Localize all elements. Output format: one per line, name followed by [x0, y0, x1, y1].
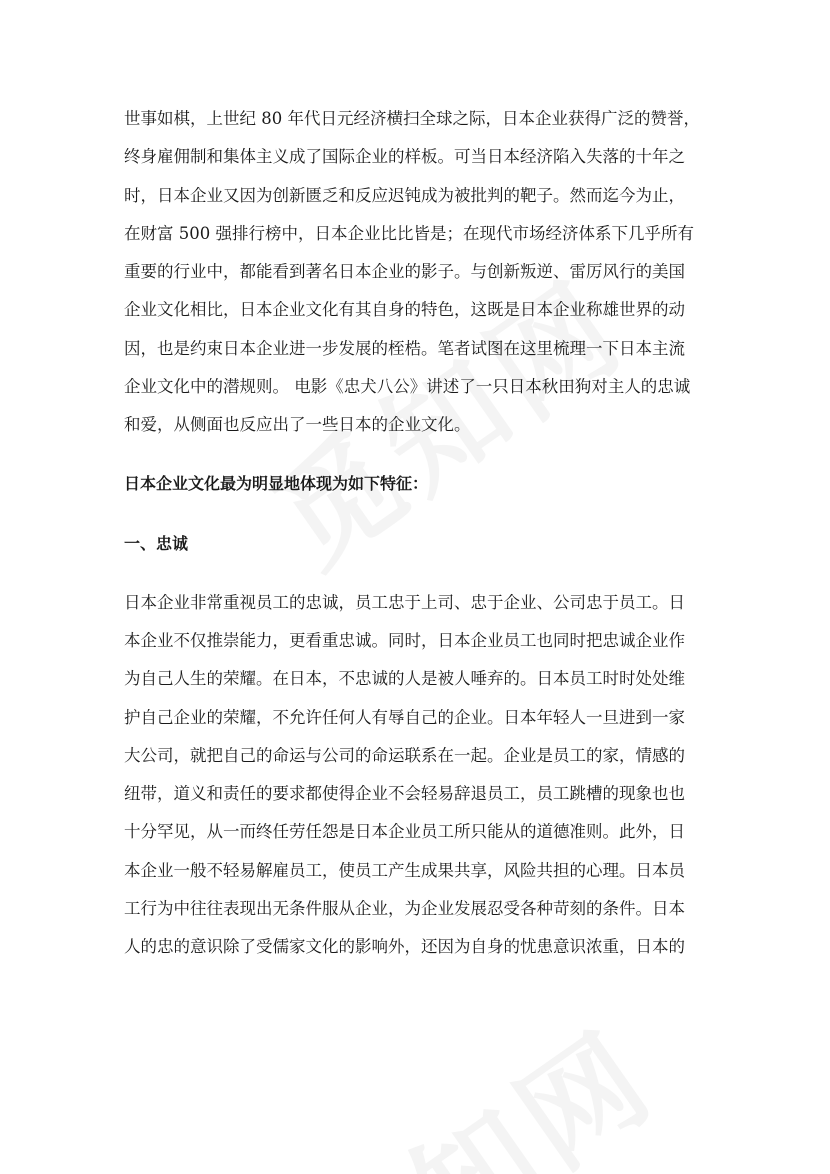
- text-line: 企业文化相比，日本企业文化有其自身的特色，这既是日本企业称雄世界的动: [124, 300, 685, 320]
- text-line: 本企业一般不轻易解雇员工，使员工产生成果共享，风险共担的心理。日本员: [124, 860, 685, 880]
- text-line: 终身雇佣制和集体主义成了国际企业的样板。可当日本经济陷入失落的十年之: [124, 147, 685, 167]
- text-line: 人的忠的意识除了受儒家文化的影响外，还因为自身的忧患意识浓重，日本的: [124, 937, 685, 957]
- text-line: 世事如棋，上世纪 80 年代日元经济横扫全球之际，日本企业获得广泛的赞誉，: [124, 109, 700, 128]
- text-line: 企业文化中的潜规则。 电影《忠犬八公》讲述了一只日本秋田狗对主人的忠诚: [124, 377, 691, 397]
- text-line: 护自己企业的荣耀，不允许任何人有辱自己的企业。日本年轻人一旦进到一家: [124, 707, 685, 727]
- text-line: 重要的行业中，都能看到著名日本企业的影子。与创新叛逆、雷厉风行的美国: [124, 262, 685, 282]
- text-line: 工行为中往往表现出无条件服从企业，为企业发展忍受各种苛刻的条件。日本: [124, 899, 685, 919]
- document-body: [124, 100, 708, 967]
- section-heading-features: 日本企业文化最为明显地体现为如下特征：: [124, 473, 429, 493]
- text-line: 因，也是约束日本企业进一步发展的桎梏。笔者试图在这里梳理一下日本主流: [124, 338, 685, 358]
- watermark: [266, 984, 684, 1174]
- text-line: 本企业不仅推崇能力，更看重忠诚。同时，日本企业员工也同时把忠诚企业作: [124, 630, 685, 650]
- text-line: 日本企业非常重视员工的忠诚，员工忠于上司、忠于企业、公司忠于员工。日: [124, 592, 685, 612]
- text-line: 十分罕见，从一而终任劳任怨是日本企业员工所只能从的道德准则。此外，日: [124, 822, 685, 842]
- intro-paragraph: [124, 100, 708, 445]
- text-line: 和爱，从侧面也反应出了一些日本的企业文化。: [124, 415, 471, 435]
- text-line: 时，日本企业又因为创新匮乏和反应迟钝成为被批判的靶子。然而迄今为止，: [124, 185, 685, 205]
- text-line: 在财富 500 强排行榜中，日本企业比比皆是；在现代市场经济体系下几乎所有: [124, 223, 694, 243]
- loyalty-paragraph: [124, 584, 708, 967]
- text-line: 纽带，道义和责任的要求都使得企业不会轻易辞退员工，员工跳槽的现象也也: [124, 784, 685, 804]
- section-heading-loyalty: 一、忠诚: [124, 533, 189, 553]
- text-line: 大公司，就把自己的命运与公司的命运联系在一起。企业是员工的家，情感的: [124, 745, 685, 765]
- text-line: 为自己人生的荣耀。在日本，不忠诚的人是被人唾弃的。日本员工时时处处维: [124, 669, 685, 689]
